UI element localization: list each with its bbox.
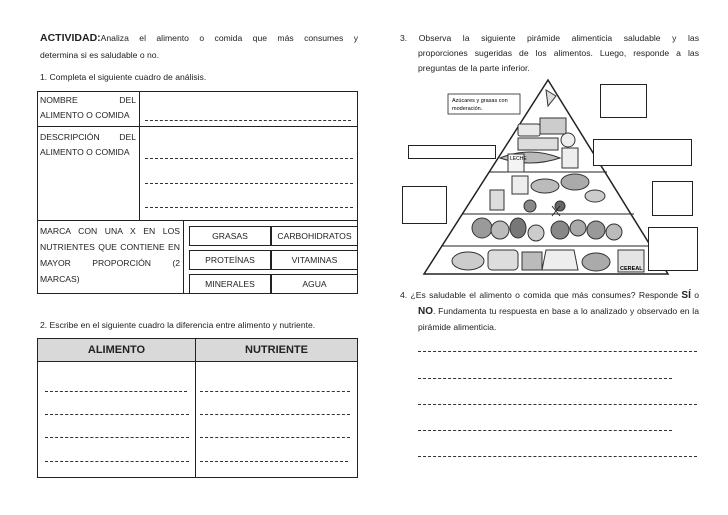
table-divider xyxy=(37,220,358,221)
label-box-middle-left[interactable] xyxy=(408,145,496,159)
cereal-label: CEREAL xyxy=(620,266,643,272)
question-1: 1. Completa el siguiente cuadro de análisis. xyxy=(40,72,207,82)
nutriente-answer-line[interactable] xyxy=(200,391,350,392)
table-divider xyxy=(37,126,358,127)
question-4-line-2: NO. Fundamenta tu respuesta en base a lo analizado y observado en la xyxy=(418,306,699,317)
nutrient-cell-vitaminas[interactable]: VITAMINAS xyxy=(271,250,358,270)
alimento-answer-line[interactable] xyxy=(45,461,189,462)
alimento-answer-line[interactable] xyxy=(45,391,187,392)
q4-answer-line[interactable] xyxy=(418,456,697,457)
pyramid-note: Azúcares y grasas con xyxy=(452,98,508,104)
description-answer-line[interactable] xyxy=(145,158,353,159)
q4-answer-line[interactable] xyxy=(418,378,672,379)
nutrient-cell-carbohidratos[interactable]: CARBOHIDRATOS xyxy=(271,226,358,246)
label-box-middle-right[interactable] xyxy=(593,139,692,166)
q4-answer-line[interactable] xyxy=(418,404,697,405)
nutriente-answer-line[interactable] xyxy=(200,461,348,462)
question-2: 2. Escribe en el siguiente cuadro la diferencia entre alimento y nutriente. xyxy=(40,320,316,330)
nutriente-answer-line[interactable] xyxy=(200,414,350,415)
mark-label: MARCAS) xyxy=(40,274,80,284)
pyramid-note: moderación. xyxy=(452,106,483,112)
nutriente-answer-line[interactable] xyxy=(200,437,350,438)
milk-label: LECHE xyxy=(510,156,527,162)
description-label: ALIMENTO O COMIDA xyxy=(40,147,130,157)
activity-text: Analiza el alimento o comida que más consumes y xyxy=(100,33,358,43)
name-answer-line[interactable] xyxy=(145,120,351,121)
activity-title: ACTIVIDAD: xyxy=(40,32,101,44)
activity-line-2: determina si es saludable o no. xyxy=(40,50,159,60)
label-box-top-right[interactable] xyxy=(600,84,647,118)
alimento-answer-line[interactable] xyxy=(45,437,189,438)
column-alimento: ALIMENTO xyxy=(87,344,146,356)
question-3-line-3: preguntas de la parte inferior. xyxy=(418,63,530,73)
nutrient-cell-proteinas[interactable]: PROTEÍNAS xyxy=(189,250,271,270)
question-3-line-2: proporciones sugeridas de los alimentos. Luego, responde a las xyxy=(418,48,699,58)
description-answer-line[interactable] xyxy=(145,207,353,208)
label-box-lower-left[interactable] xyxy=(402,186,447,224)
nutrient-cell-grasas[interactable]: GRASAS xyxy=(189,226,271,246)
q4-answer-line[interactable] xyxy=(418,351,697,352)
alimento-answer-line[interactable] xyxy=(45,414,189,415)
table-divider xyxy=(195,338,196,478)
question-4-line-1: 4. ¿Es saludable el alimento o comida que más consumes? Responde SÍ o xyxy=(400,290,700,301)
nutrient-cell-agua[interactable]: AGUA xyxy=(271,274,358,294)
answer-si: SÍ xyxy=(681,290,691,301)
mark-label: MAYOR PROPORCIÓN (2 xyxy=(40,258,180,268)
column-nutriente: NUTRIENTE xyxy=(245,344,308,356)
description-label: DESCRIPCIÓN DEL xyxy=(40,132,136,142)
table-divider xyxy=(183,220,184,294)
label-box-lower-right[interactable] xyxy=(652,181,693,216)
table-divider xyxy=(37,361,358,362)
question-3-line-1: 3. Observa la siguiente pirámide alimenticia saludable y las xyxy=(400,33,699,43)
mark-label: MARCA CON UNA X EN LOS xyxy=(40,226,180,236)
question-4-line-3: pirámide alimenticia. xyxy=(418,322,497,332)
label-box-bottom-right[interactable] xyxy=(648,227,698,271)
nutrient-cell-minerales[interactable]: MINERALES xyxy=(189,274,271,294)
name-label: ALIMENTO O COMIDA xyxy=(40,110,130,120)
mark-label: NUTRIENTES QUE CONTIENE EN xyxy=(40,242,180,252)
table-divider xyxy=(139,91,140,220)
answer-no: NO xyxy=(418,306,433,317)
name-label: NOMBRE DEL xyxy=(40,95,136,105)
description-answer-line[interactable] xyxy=(145,183,353,184)
activity-line-1 xyxy=(40,31,358,46)
q4-answer-line[interactable] xyxy=(418,430,672,431)
